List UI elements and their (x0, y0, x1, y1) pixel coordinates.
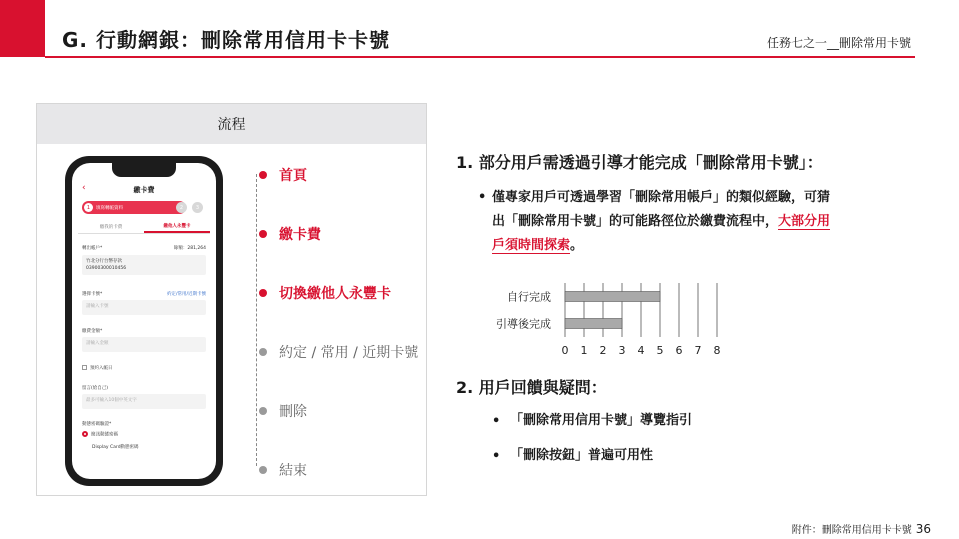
flow-panel (36, 103, 427, 496)
flow-step-label: 切換繳他人永豐卡 (279, 286, 391, 302)
schedule-row[interactable] (82, 365, 206, 371)
section1-bullet: • (478, 190, 487, 205)
x-tick-label: 7 (694, 344, 702, 357)
flow-step-switch (259, 283, 391, 303)
phone-notch (112, 163, 176, 177)
section1-line3 (492, 234, 830, 258)
flow-step-home (259, 165, 307, 185)
section2-heading: 2. 用戶回饋與疑問： (456, 378, 607, 397)
screen-title: 繳卡費 (133, 186, 155, 194)
flow-dot-icon (259, 466, 267, 474)
section2-bullet-1: • (492, 414, 501, 429)
phone-screen (72, 163, 216, 479)
flow-step-end (259, 460, 307, 480)
y-category-label: 引導後完成 (496, 317, 551, 331)
tab-my-card[interactable]: 繳我的卡費 (99, 224, 123, 230)
otp-option-sms[interactable] (82, 431, 206, 438)
step-indicator-2: 2 (176, 202, 187, 213)
amount-label: 繳費金額* (82, 329, 103, 334)
text-segment: 出「刪除常用卡號」的可能路徑位於繳費流程中， (492, 214, 779, 229)
task-label: 任務七之一__刪除常用卡號 (766, 36, 911, 50)
account-label: 轉出帳戶* (82, 246, 103, 251)
bar (565, 319, 622, 329)
flow-step-card-list (259, 342, 418, 362)
step-indicator-active (82, 201, 186, 214)
completion-chart (480, 280, 740, 360)
step-indicator-3: 3 (192, 202, 203, 213)
memo-input[interactable]: 最多可輸入10個中英文字 (82, 394, 206, 409)
card-list-link[interactable]: 約定/常用/近期卡號 (166, 292, 206, 297)
phone-mockup (65, 156, 223, 486)
balance-value: 餘額：281,264 (173, 246, 206, 251)
section2-bullet-2: • (492, 449, 501, 464)
flow-step-label: 結束 (279, 463, 307, 479)
section2-item-2: 「刪除按鈕」普遍可用性 (510, 448, 654, 463)
bar (565, 292, 660, 302)
account-number: 03900300010456 (86, 265, 127, 271)
flow-dot-icon (259, 171, 267, 179)
header-accent-block (0, 0, 45, 57)
account-name: 竹北分行台幣存款 (86, 259, 122, 264)
section1-line1: 僅專家用戶可透過學習「刪除常用帳戶」的類似經驗，可猜 (492, 190, 831, 205)
card-label: 選擇卡號* (82, 292, 103, 297)
flow-step-pay-card (259, 224, 321, 244)
x-tick-label: 3 (618, 344, 626, 357)
flow-step-label: 約定 / 常用 / 近期卡號 (279, 345, 419, 361)
y-category-label: 自行完成 (507, 290, 551, 304)
otp-option-card[interactable]: Display Card動態密碼 (92, 445, 139, 450)
flow-dot-icon (259, 230, 267, 238)
otp-label: 動態密碼驗證* (82, 422, 112, 427)
otp-option-label: 簡訊動態密碼 (91, 432, 118, 438)
chevron-left-icon[interactable]: ‹ (82, 183, 86, 193)
x-tick-label: 8 (713, 344, 721, 357)
x-tick-label: 4 (637, 344, 645, 357)
section2-item-1: 「刪除常用信用卡號」導覽指引 (510, 413, 693, 428)
section1-heading: 1. 部分用戶需透過引導才能完成「刪除常用卡號」： (456, 153, 823, 172)
x-tick-label: 5 (656, 344, 664, 357)
x-tick-label: 6 (675, 344, 683, 357)
tab-other-card[interactable]: 繳他人永豐卡 (144, 220, 210, 233)
footer-label: 附件：刪除常用信用卡卡號 (791, 525, 912, 536)
flow-step-label: 繳卡費 (279, 227, 321, 243)
flow-dot-icon (259, 407, 267, 415)
card-row (82, 291, 206, 297)
section1-text (492, 186, 830, 258)
step-number: 1 (84, 203, 93, 212)
schedule-label: 預約入帳日 (90, 366, 113, 371)
footer (792, 521, 931, 536)
flow-dot-icon (259, 289, 267, 297)
header-divider (45, 56, 915, 58)
flow-step-label: 刪除 (279, 404, 307, 420)
page-title: G. 行動網銀：刪除常用信用卡卡號 (62, 28, 390, 52)
x-tick-label: 2 (599, 344, 607, 357)
flow-step-label: 首頁 (279, 168, 307, 184)
card-number-input[interactable]: 請輸入卡號 (82, 300, 206, 315)
checkbox-icon[interactable] (82, 365, 87, 370)
screen-tabs (78, 220, 210, 234)
amount-input[interactable]: 請輸入金額 (82, 337, 206, 352)
panel-title: 流程 (37, 104, 426, 144)
highlight-text: 戶須時間探索 (492, 238, 571, 253)
memo-label: 留言(給自己) (82, 386, 109, 391)
x-tick-label: 0 (561, 344, 569, 357)
flow-step-delete (259, 401, 307, 421)
flow-connector (256, 174, 257, 466)
page-number: 36 (915, 522, 931, 536)
section1-line2 (492, 210, 830, 234)
highlight-text: 大部分用 (778, 214, 831, 229)
step-label: 填寫轉帳資料 (96, 205, 123, 211)
flow-dot-icon (259, 348, 267, 356)
text-segment: 。 (570, 238, 584, 253)
account-select[interactable] (82, 255, 206, 275)
account-row (82, 245, 206, 251)
radio-selected-icon[interactable] (82, 431, 88, 437)
x-tick-label: 1 (580, 344, 588, 357)
